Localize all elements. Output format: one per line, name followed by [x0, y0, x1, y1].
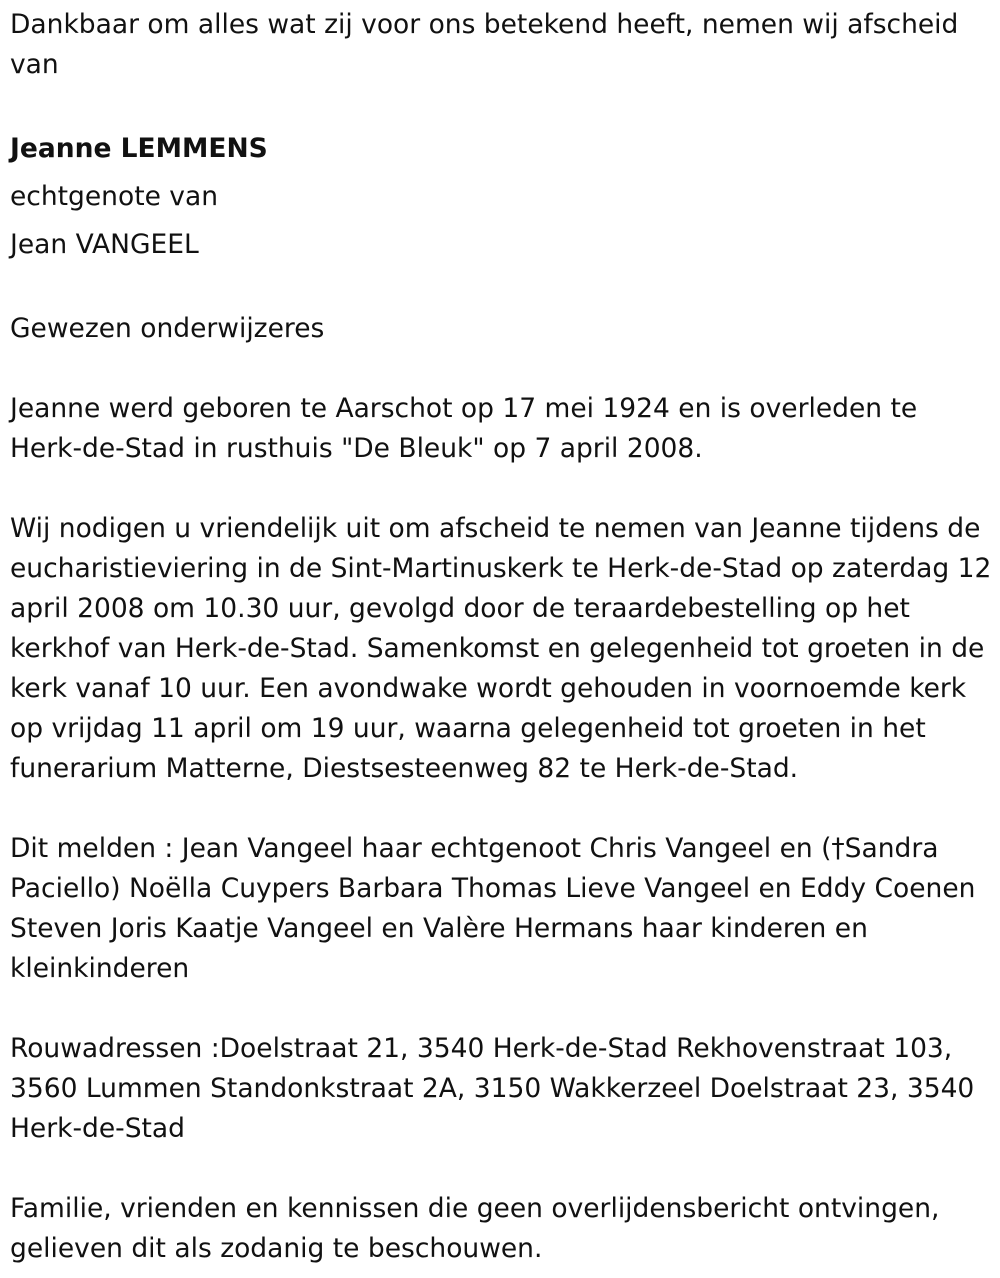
spouse-name: Jean VANGEEL: [10, 229, 199, 260]
addresses-paragraph: Rouwadressen :Doelstraat 21, 3540 Herk-de-Stad Rekhovenstraat 103, 3560 Lummen Standonkstraat 2A, 3150 Wakkerzeel Doelstraat 23, 3540 Herk-de-Stad: [10, 1033, 975, 1144]
spacer: [10, 789, 995, 829]
spacer: [10, 349, 995, 389]
announcers-paragraph: Dit melden : Jean Vangeel haar echtgenoot Chris Vangeel en (†Sandra Paciello) Noëlla Cuypers Barbara Thomas Lieve Vangeel en Eddy Coenen Steven Joris Kaatje Vangeel en Valère Hermans haar kinderen en kleinkinderen: [10, 833, 976, 984]
name-block: [10, 125, 995, 269]
closing-paragraph: Familie, vrienden en kennissen die geen overlijdensbericht ontvingen, gelieven dit als zodanig te beschouwen.: [10, 1193, 940, 1264]
intro-text: Dankbaar om alles wat zij voor ons betekend heeft, nemen wij afscheid van: [10, 9, 959, 80]
spacer: [10, 469, 995, 509]
spacer: [10, 85, 995, 125]
occupation: Gewezen onderwijzeres: [10, 313, 325, 344]
spouse-relation: echtgenote van: [10, 181, 219, 212]
ceremony-paragraph: Wij nodigen u vriendelijk uit om afscheid te nemen van Jeanne tijdens de eucharistieviering in de Sint-Martinuskerk te Herk-de-Stad op zaterdag 12 april 2008 om 10.30 uur, gevolgd door de teraardebestelling op het kerkhof van Herk-de-Stad. Samenkomst en gelegenheid tot groeten in de kerk vanaf 10 uur. Een avondwake wordt gehouden in voornoemde kerk op vrijdag 11 april om 19 uur, waarna gelegenheid tot groeten in het funerarium Matterne, Diestsesteenweg 82 te Herk-de-Stad.: [10, 513, 992, 784]
spacer: [10, 1149, 995, 1189]
spacer: [10, 269, 995, 309]
birth-death-paragraph: Jeanne werd geboren te Aarschot op 17 mei 1924 en is overleden te Herk-de-Stad in rusthuis "De Bleuk" op 7 april 2008.: [10, 393, 918, 464]
obituary-document: [10, 5, 995, 1269]
spacer: [10, 989, 995, 1029]
deceased-name: Jeanne LEMMENS: [10, 133, 268, 164]
